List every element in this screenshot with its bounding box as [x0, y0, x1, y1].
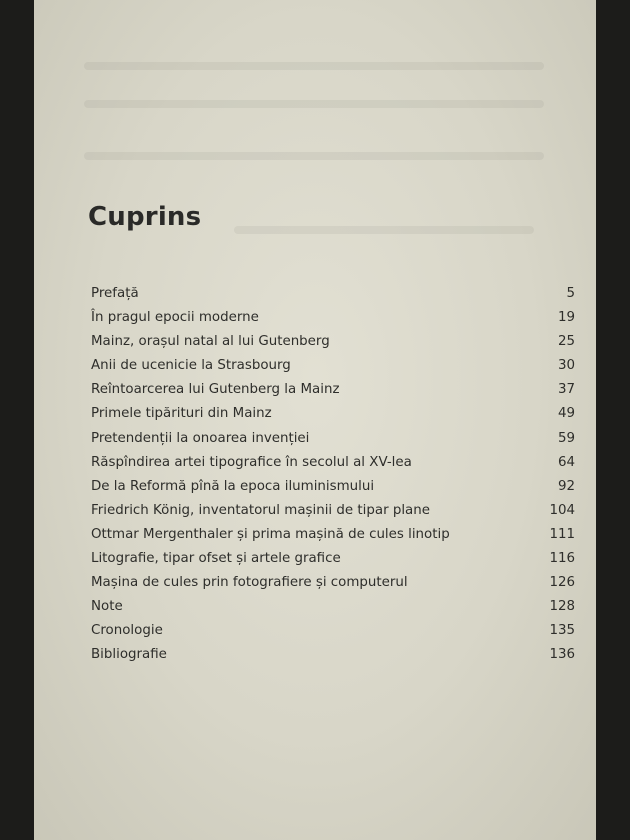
- toc-entry: [91, 575, 575, 599]
- toc-entry: [91, 382, 575, 406]
- table-of-contents: [91, 286, 575, 672]
- toc-entry: [91, 431, 575, 455]
- show-through-line: [234, 226, 534, 234]
- toc-entry-title: Mașina de cules prin fotografiere și computerul: [91, 575, 408, 591]
- toc-entry-page-number: 49: [557, 406, 575, 422]
- toc-entry: [91, 358, 575, 382]
- toc-entry: [91, 310, 575, 334]
- toc-entry-page-number: 135: [549, 623, 575, 639]
- toc-entry-page-number: 59: [557, 430, 575, 446]
- toc-entry: [91, 479, 575, 503]
- toc-entry-page-number: 104: [549, 502, 575, 518]
- toc-entry-title: Friedrich König, inventatorul mașinii de tipar plane: [91, 502, 430, 518]
- toc-entry-title: Mainz, orașul natal al lui Gutenberg: [91, 334, 330, 350]
- toc-entry-page-number: 128: [549, 599, 575, 615]
- toc-entry-title: Pretendenții la onoarea invenției: [91, 430, 310, 446]
- toc-entry-page-number: 30: [557, 358, 575, 374]
- toc-entry: [91, 286, 575, 310]
- toc-entry-title: Reîntoarcerea lui Gutenberg la Mainz: [91, 382, 340, 398]
- toc-entry-page-number: 25: [557, 334, 575, 350]
- toc-entry-page-number: 126: [549, 575, 575, 591]
- toc-entry-title: Răspîndirea artei tipografice în secolul al XV-lea: [91, 454, 412, 470]
- toc-entry-title: Ottmar Mergenthaler și prima mașină de cules linotip: [91, 526, 450, 542]
- toc-entry-page-number: 64: [557, 454, 575, 470]
- toc-entry-page-number: 116: [549, 551, 575, 567]
- toc-entry: [91, 551, 575, 575]
- toc-entry-title: Note: [91, 599, 123, 615]
- show-through-line: [84, 62, 544, 70]
- show-through-line: [84, 152, 544, 160]
- toc-entry-page-number: 5: [566, 286, 575, 301]
- toc-entry: [91, 647, 575, 671]
- toc-entry: [91, 527, 575, 551]
- toc-entry-title: Primele tipărituri din Mainz: [91, 406, 272, 422]
- toc-entry-page-number: 37: [557, 382, 575, 398]
- toc-entry: [91, 334, 575, 358]
- toc-entry-title: Prefață: [91, 286, 139, 301]
- toc-entry: [91, 599, 575, 623]
- toc-entry-page-number: 92: [557, 478, 575, 494]
- toc-entry-title: În pragul epocii moderne: [91, 310, 259, 326]
- toc-entry: [91, 503, 575, 527]
- show-through-line: [84, 100, 544, 108]
- toc-entry-title: Bibliografie: [91, 647, 167, 663]
- toc-entry-title: Litografie, tipar ofset și artele grafice: [91, 551, 341, 567]
- toc-entry: [91, 406, 575, 430]
- toc-entry-page-number: 136: [549, 647, 575, 663]
- book-page: [34, 0, 596, 840]
- toc-entry-page-number: 111: [549, 526, 575, 542]
- toc-entry: [91, 455, 575, 479]
- toc-entry: [91, 623, 575, 647]
- toc-entry-title: Cronologie: [91, 623, 163, 639]
- toc-entry-page-number: 19: [557, 310, 575, 326]
- toc-entry-title: Anii de ucenicie la Strasbourg: [91, 358, 291, 374]
- contents-heading: Cuprins: [88, 202, 202, 232]
- toc-entry-title: De la Reformă pînă la epoca iluminismului: [91, 478, 375, 494]
